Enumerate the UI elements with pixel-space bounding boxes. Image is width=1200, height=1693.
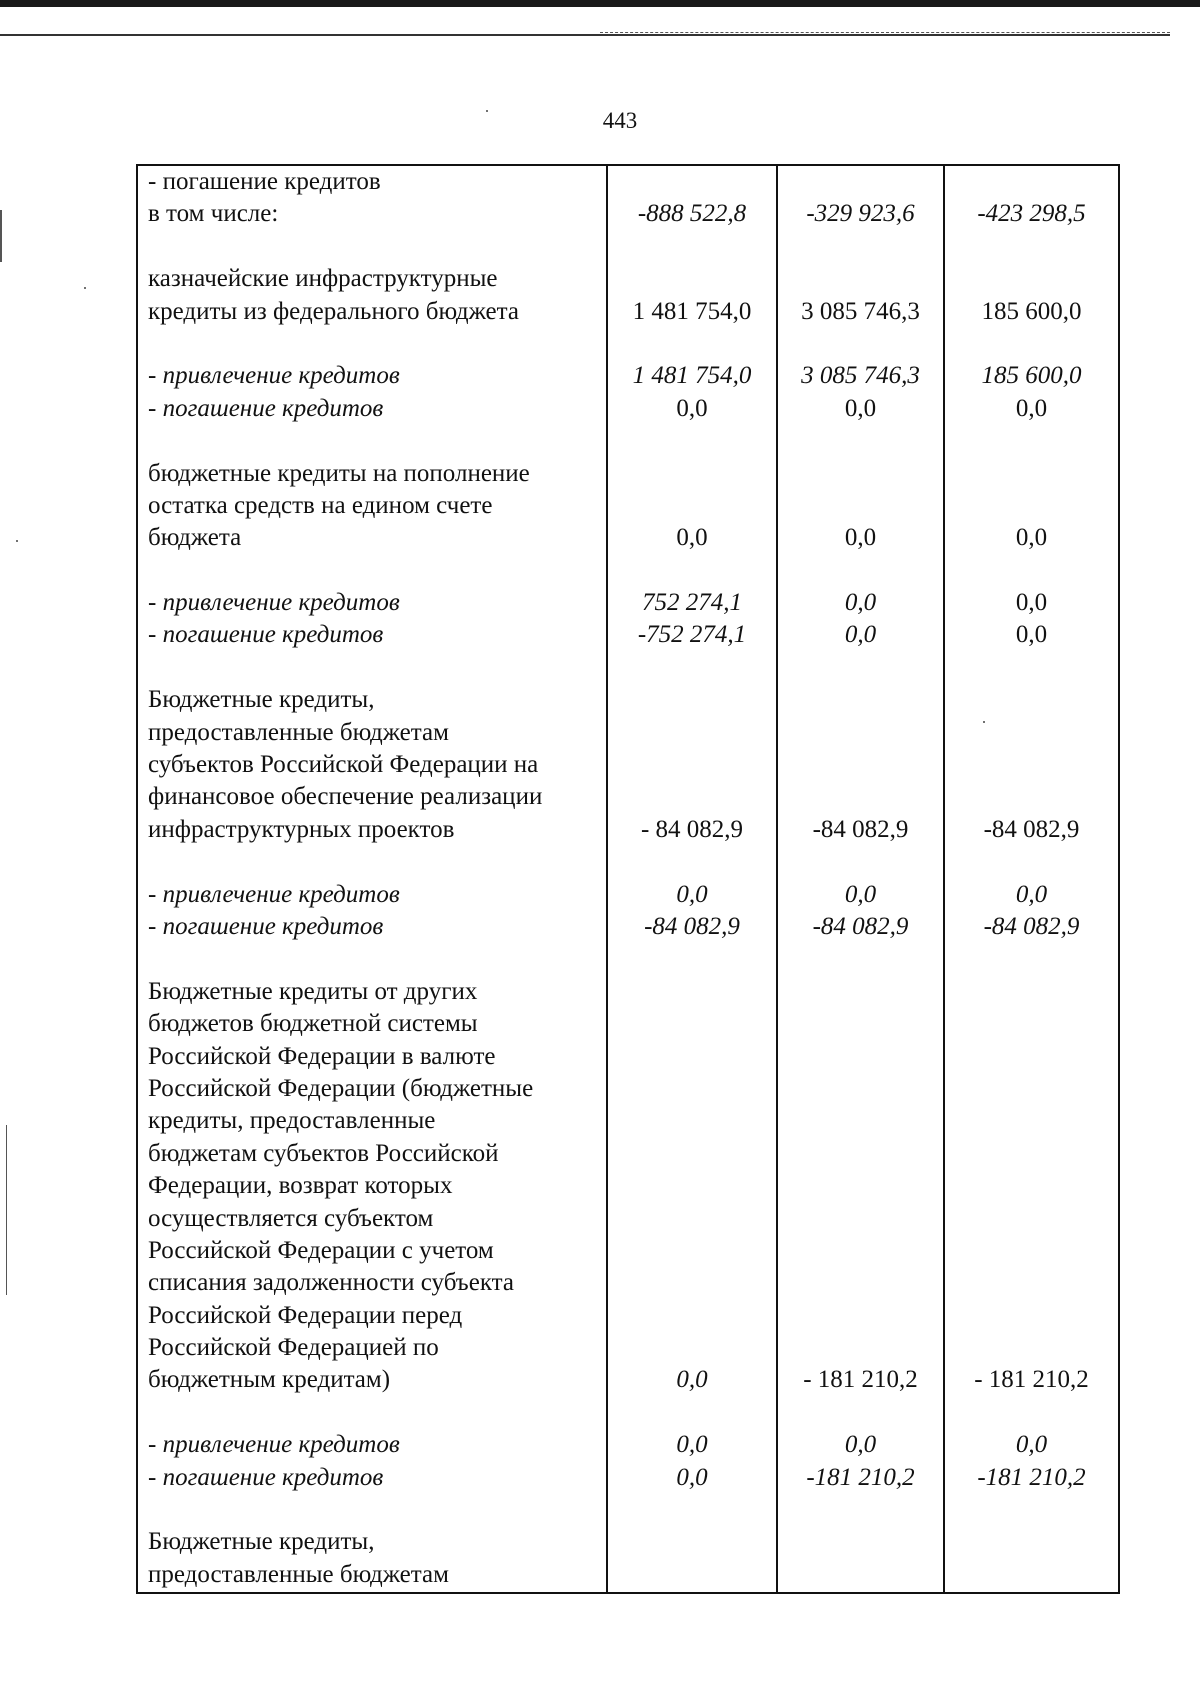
spacer-line [945,1526,1118,1558]
spacer-line [945,490,1118,522]
spacer-line [778,166,943,198]
spacer-line [945,1041,1118,1073]
spacer-line [138,1397,606,1429]
row-label-line: финансовое обеспечение реализации [148,783,543,811]
spacer-line [608,1235,776,1267]
spacer-line [608,1138,776,1170]
spacer-line [945,1073,1118,1105]
spacer-line [778,1041,943,1073]
row-label-line: бюджетным кредитам) [148,1366,391,1394]
row-label-line: бюджетов бюджетной системы [148,1010,478,1038]
spacer-line [945,555,1118,587]
budget-credits-table [136,164,1120,1594]
value-cell: 0,0 [676,1431,708,1459]
value-cell: 0,0 [844,1431,877,1459]
spacer-line [138,231,606,263]
value-cell: -752 274,1 [637,621,747,649]
spacer-line [945,717,1118,749]
value-cell: 0,0 [676,880,708,908]
row-label-line: бюджета [148,524,242,552]
value-cell: 0,0 [676,394,708,422]
spacer-line [778,684,943,716]
row-label-line: Бюджетные кредиты, [148,1528,375,1556]
value-cell: 0,0 [676,1463,708,1491]
spacer-line [778,976,943,1008]
spacer-line [778,1526,943,1558]
spacer-line [778,1235,943,1267]
spacer-line [608,1559,776,1591]
spacer-line [778,555,943,587]
row-label-line: Российской Федерации в валюте [148,1042,496,1070]
page-number: 443 [602,108,638,133]
scan-speck [16,540,18,542]
spacer-line [945,458,1118,490]
row-label-line: Федерации, возврат которых [148,1172,453,1200]
row-label-line: - привлечение кредитов [148,1431,400,1459]
value-column-1 [607,165,777,1593]
spacer-line [778,846,943,878]
spacer-line [138,425,606,457]
spacer-line [608,263,776,295]
spacer-line [778,1170,943,1202]
row-label-line: списания задолженности субъекта [148,1269,514,1297]
row-label-line: субъектов Российской Федерации на [148,751,539,779]
spacer-line [778,1267,943,1299]
spacer-line [778,749,943,781]
value-cell: 0,0 [1015,589,1048,617]
value-cell: 0,0 [1015,524,1048,552]
spacer-line [778,328,943,360]
spacer-line [945,1267,1118,1299]
spacer-line [778,1494,943,1526]
spacer-line [778,781,943,813]
description-column [137,165,607,1593]
value-cell: 0,0 [844,589,877,617]
value-column-3 [944,165,1119,1593]
spacer-line [778,1332,943,1364]
value-cell: -888 522,8 [637,200,747,228]
spacer-line [608,846,776,878]
row-label-line: кредиты из федерального бюджета [148,297,519,325]
row-label-line: Бюджетные кредиты, [148,686,375,714]
spacer-line [608,684,776,716]
spacer-line [608,1397,776,1429]
scan-margin-mark [6,1125,7,1295]
spacer-line [778,717,943,749]
spacer-line [608,328,776,360]
spacer-line [608,652,776,684]
row-label-line: бюджетные кредиты на пополнение [148,459,530,487]
spacer-line [945,1494,1118,1526]
row-label-line: кредиты, предоставленные [148,1107,436,1135]
table-body-row [137,165,1119,1593]
spacer-line [945,1235,1118,1267]
spacer-line [945,976,1118,1008]
spacer-line [945,684,1118,716]
value-cell: -84 082,9 [644,912,740,940]
spacer-line [778,1559,943,1591]
row-label-line: осуществляется субъектом [148,1204,434,1232]
value-cell: - 181 210,2 [974,1366,1089,1394]
row-label-line: Российской Федерации с учетом [148,1236,494,1264]
spacer-line [608,166,776,198]
scan-margin-mark [0,210,2,262]
row-label-line: - погашение кредитов [148,621,384,649]
spacer-line [778,1138,943,1170]
top-scan-border [0,0,1200,7]
spacer-line [608,490,776,522]
row-label-line: - погашение кредитов [148,168,381,195]
spacer-line [608,717,776,749]
value-cell: 0,0 [676,524,708,552]
spacer-line [778,1203,943,1235]
header-rule [0,34,1170,36]
value-cell: -181 210,2 [806,1463,915,1491]
spacer-line [608,1008,776,1040]
row-label-line: - привлечение кредитов [148,362,400,390]
value-cell: -84 082,9 [812,815,909,843]
value-cell: 0,0 [1015,394,1048,422]
value-cell: - 181 210,2 [803,1366,918,1394]
spacer-line [945,943,1118,975]
spacer-line [945,1559,1118,1591]
value-cell: 0,0 [844,621,877,649]
spacer-line [608,1494,776,1526]
spacer-line [945,263,1118,295]
value-cell: 752 274,1 [642,589,742,617]
row-label-line: в том числе: [148,200,279,228]
spacer-line [608,976,776,1008]
spacer-line [608,458,776,490]
value-cell: 0,0 [844,880,877,908]
value-cell: -423 298,5 [977,200,1086,228]
value-cell: 0,0 [1015,1431,1048,1459]
spacer-line [945,1332,1118,1364]
spacer-line [608,1041,776,1073]
spacer-line [138,328,606,360]
spacer-line [945,1170,1118,1202]
spacer-line [778,1300,943,1332]
row-label-line: Российской Федерации перед [148,1301,463,1329]
spacer-line [608,555,776,587]
spacer-line [945,1203,1118,1235]
spacer-line [138,1494,606,1526]
spacer-line [945,652,1118,684]
row-label-line: казначейские инфраструктурные [148,265,498,293]
spacer-line [608,1332,776,1364]
value-cell: -84 082,9 [812,912,909,940]
value-cell: 0,0 [844,524,877,552]
value-cell: -84 082,9 [983,912,1080,940]
spacer-line [945,781,1118,813]
spacer-line [778,490,943,522]
row-label-line: Российской Федерацией по [148,1334,439,1362]
spacer-line [608,231,776,263]
value-cell: 185 600,0 [981,297,1082,325]
spacer-line [608,1170,776,1202]
spacer-line [608,1300,776,1332]
spacer-line [608,781,776,813]
value-cell: 3 085 746,3 [801,362,920,390]
row-label-line: инфраструктурных проектов [148,815,455,843]
spacer-line [945,328,1118,360]
spacer-line [945,749,1118,781]
value-cell: -84 082,9 [983,815,1080,843]
value-cell: -329 923,6 [806,200,915,228]
value-cell: 0,0 [1015,621,1048,649]
row-label-line: - погашение кредитов [148,912,384,940]
spacer-line [608,943,776,975]
spacer-line [778,263,943,295]
value-cell: 185 600,0 [981,362,1082,390]
spacer-line [945,846,1118,878]
value-cell: 0,0 [844,394,877,422]
header-rule-dashed [600,32,1170,33]
row-label-line: Бюджетные кредиты от других [148,977,478,1005]
spacer-line [778,652,943,684]
value-cell: 0,0 [676,1366,708,1394]
spacer-line [608,1073,776,1105]
spacer-line [138,943,606,975]
row-label-line: - привлечение кредитов [148,880,400,908]
value-column-2 [777,165,944,1593]
spacer-line [945,166,1118,198]
row-label-line: - привлечение кредитов [148,589,400,617]
spacer-line [608,1526,776,1558]
spacer-line [608,1203,776,1235]
spacer-line [138,846,606,878]
spacer-line [608,1267,776,1299]
spacer-line [608,425,776,457]
value-cell: -181 210,2 [977,1463,1086,1491]
row-label-line: Российской Федерации (бюджетные [148,1074,534,1102]
row-label-line: бюджетам субъектов Российской [148,1139,499,1167]
value-cell: 0,0 [1015,880,1048,908]
scan-speck [84,287,86,289]
spacer-line [945,1397,1118,1429]
spacer-line [945,1138,1118,1170]
spacer-line [608,749,776,781]
row-label-line: - погашение кредитов [148,1463,384,1491]
value-cell: 1 481 754,0 [632,297,752,325]
spacer-line [945,1008,1118,1040]
spacer-line [778,1073,943,1105]
value-cell: 1 481 754,0 [632,362,752,390]
value-cell: - 84 082,9 [640,815,744,843]
spacer-line [778,943,943,975]
spacer-line [778,231,943,263]
row-label-line: - погашение кредитов [148,394,384,422]
row-label-line: предоставленные бюджетам [148,718,449,746]
spacer-line [778,458,943,490]
spacer-line [608,1105,776,1137]
spacer-line [778,425,943,457]
spacer-line [138,652,606,684]
spacer-line [945,231,1118,263]
spacer-line [778,1397,943,1429]
spacer-line [778,1105,943,1137]
row-label-line: предоставленные бюджетам [148,1560,449,1588]
value-cell: 3 085 746,3 [801,297,920,325]
spacer-line [945,1105,1118,1137]
spacer-line [138,555,606,587]
spacer-line [778,1008,943,1040]
spacer-line [945,425,1118,457]
row-label-line: остатка средств на едином счете [148,491,493,519]
spacer-line [945,1300,1118,1332]
